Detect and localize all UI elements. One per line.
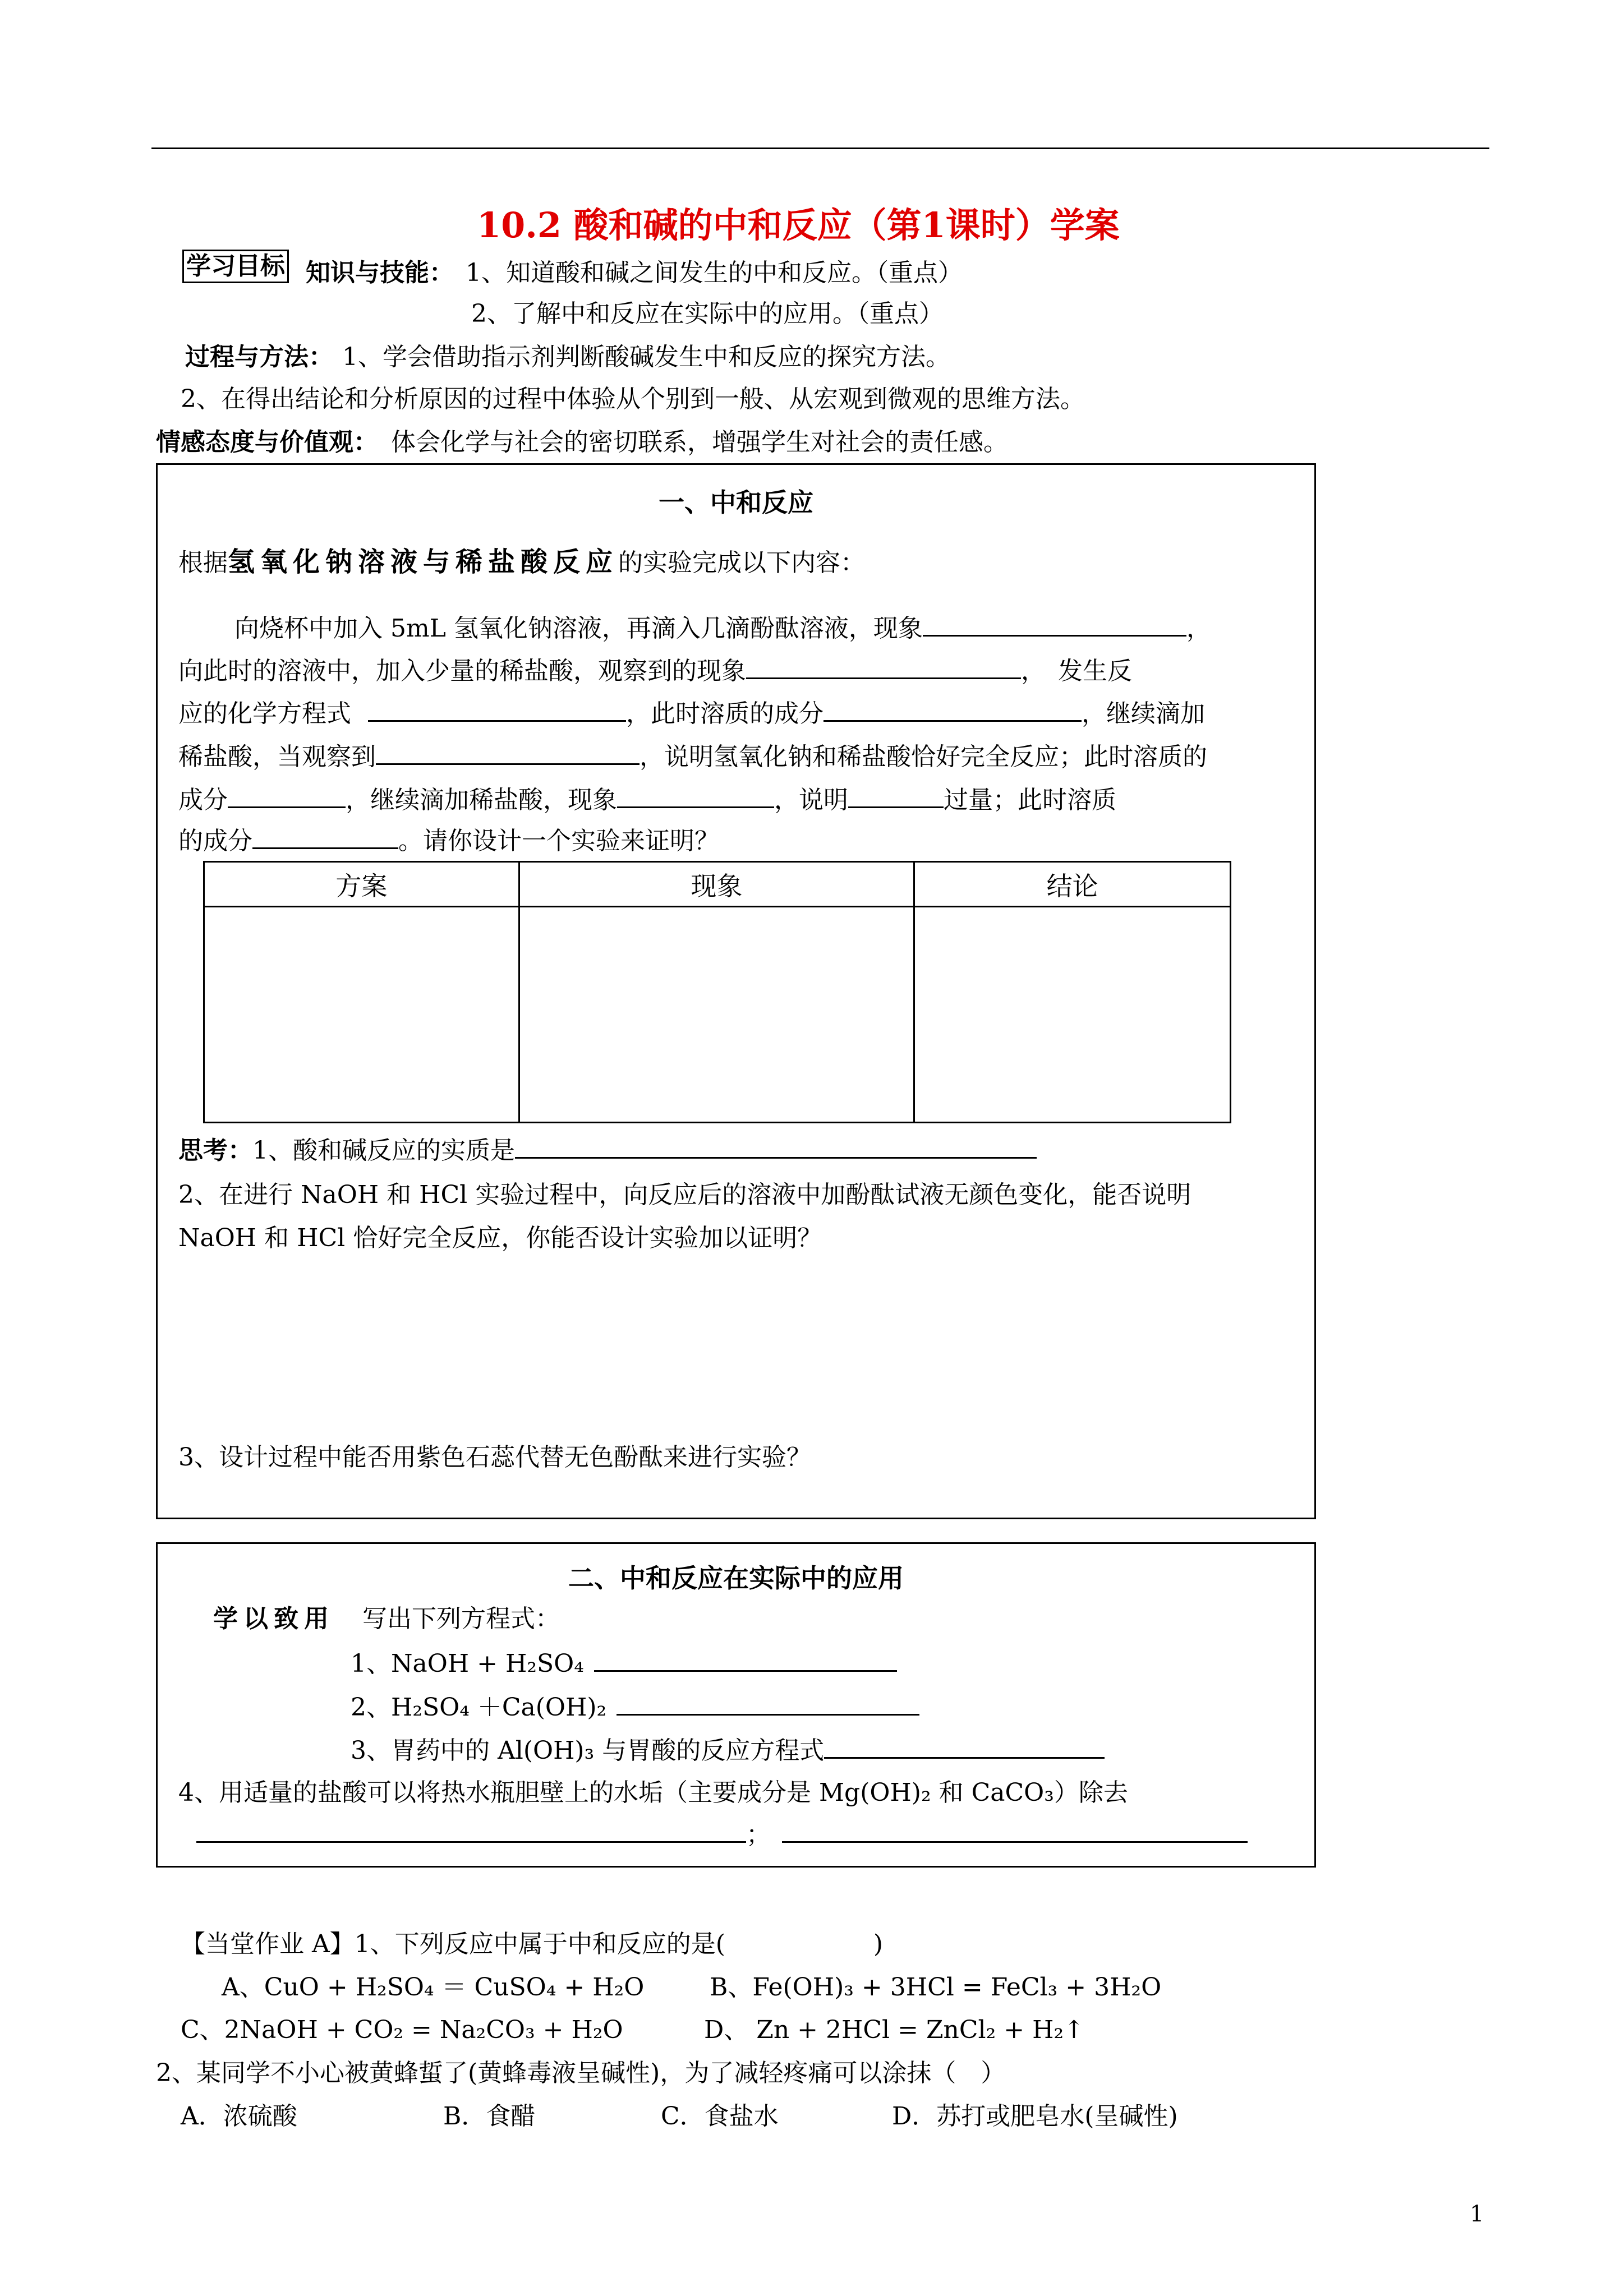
blank-equation[interactable] <box>368 699 626 722</box>
think-text-2b: NaOH 和 HCl 恰好完全反应，你能否设计实验加以证明？ <box>178 1224 822 1252</box>
homework-q1-option-a: A、CuO + H₂SO₄ ＝ CuSO₄ + H₂O <box>222 1973 645 2002</box>
experiment-design-table <box>203 861 1231 1123</box>
table-header-phenomenon: 现象 <box>519 862 914 907</box>
blank-observation[interactable] <box>376 742 640 765</box>
table-header-plan: 方案 <box>204 862 519 907</box>
equation-line-2 <box>351 1687 919 1723</box>
knowledge-item-1: 1、知道酸和碱之间发生的中和反应。（重点） <box>466 259 963 287</box>
experiment-text-4a: 稀盐酸，当观察到 <box>178 743 376 771</box>
process-item-1: 1、学会借助指示剂判断酸碱发生中和反应的探究方法。 <box>342 343 950 371</box>
experiment-line-1: 向烧杯中加入 5mL 氢氧化钠溶液，再滴入几滴酚酞溶液，现象 ， <box>234 614 1211 643</box>
blank-equation-4a[interactable] <box>196 1820 746 1843</box>
page-number: 1 <box>1470 2201 1484 2227</box>
knowledge-label: 知识与技能： <box>306 259 454 287</box>
experiment-text-5d: 过量；此时溶质 <box>944 786 1116 814</box>
experiment-text-3c: ，继续滴加 <box>1082 699 1205 728</box>
blank-phenomenon-1[interactable] <box>923 614 1186 637</box>
experiment-line-6 <box>178 820 719 856</box>
table-header-conclusion: 结论 <box>914 862 1231 907</box>
homework-q1-option-d: D、 Zn + 2HCl = ZnCl₂ + H₂↑ <box>704 2016 1084 2044</box>
equation-4-separator: ； <box>746 1820 771 1849</box>
equation-2: 2、H₂SO₄ ＋Ca(OH)₂ <box>351 1693 607 1722</box>
experiment-line-2 <box>178 651 1132 686</box>
experiment-line-5 <box>178 780 1116 815</box>
process-item-2: 2、在得出结论和分析原因的过程中体验从个别到一般、从宏观到微观的思维方法。 <box>181 385 1085 413</box>
think-label: 思考： <box>178 1136 252 1165</box>
homework-q2: 2、某同学不小心被黄蜂蜇了(黄蜂毒液呈碱性)，为了减轻疼痛可以涂抹（ ） <box>156 2059 1006 2087</box>
table-header-row <box>204 862 1231 907</box>
experiment-text-5a: 成分 <box>178 786 228 814</box>
think-text-3: 3、设计过程中能否用紫色石蕊代替无色酚酞来进行实验？ <box>178 1443 811 1472</box>
experiment-text-2a: 向此时的溶液中，加入少量的稀盐酸，观察到的现象 <box>178 657 746 685</box>
table-cell-phenomenon[interactable] <box>519 907 914 1123</box>
blank-solute-2[interactable] <box>228 785 346 808</box>
experiment-text-4b: ，说明氢氧化钠和稀盐酸恰好完全反应；此时溶质的 <box>640 743 1207 771</box>
equation-3: 3、胃药中的 Al(OH)₃ 与胃酸的反应方程式 <box>351 1736 825 1765</box>
homework-q2-option-b: B．食醋 <box>443 2102 536 2131</box>
blank-phenomenon-3[interactable] <box>617 785 774 808</box>
experiment-line-4 <box>178 736 1207 772</box>
table-cell-plan[interactable] <box>204 907 519 1123</box>
blank-essence[interactable] <box>515 1136 1037 1159</box>
table-row <box>204 907 1231 1123</box>
blank-solute-3[interactable] <box>252 826 398 849</box>
homework-label: 【当堂作业 A】 <box>181 1930 355 1958</box>
process-label: 过程与方法： <box>185 343 333 371</box>
apply-line <box>213 1598 560 1634</box>
blank-equation-2[interactable] <box>617 1693 919 1716</box>
homework-q2-option-c: C．食盐水 <box>661 2102 779 2131</box>
objectives-box-label: 学习目标 <box>182 250 289 283</box>
blank-excess[interactable] <box>848 785 944 808</box>
apply-intro: 写出下列方程式： <box>362 1605 560 1633</box>
experiment-text-5c: ，说明 <box>774 786 848 814</box>
equation-line-4-blanks <box>196 1814 1248 1850</box>
table-cell-conclusion[interactable] <box>914 907 1231 1123</box>
experiment-text-1: 向烧杯中加入 5mL 氢氧化钠溶液，再滴入几滴酚酞溶液，现象 <box>234 614 923 643</box>
experiment-text-3a: 应的化学方程式 <box>178 699 351 728</box>
experiment-text-3b: ，此时溶质的成分 <box>626 699 823 728</box>
intro-reaction: 氢氧化钠溶液与稀盐酸反应 <box>228 546 619 578</box>
experiment-text-6a: 的成分 <box>178 827 252 855</box>
experiment-text-6b: 。请你设计一个实验来证明？ <box>398 827 719 855</box>
header-rule <box>151 147 1489 149</box>
equation-line-1 <box>351 1643 897 1679</box>
blank-equation-4b[interactable] <box>782 1820 1248 1843</box>
blank-equation-3[interactable] <box>824 1736 1105 1759</box>
experiment-intro <box>178 540 865 579</box>
think-text-1: 1、酸和碱反应的实质是 <box>252 1136 515 1165</box>
equation-line-3 <box>351 1730 1105 1766</box>
emotion-label: 情感态度与价值观： <box>156 428 378 457</box>
blank-solute-1[interactable] <box>823 699 1082 722</box>
apply-label: 学以致用 <box>213 1605 334 1633</box>
think-line-1 <box>178 1130 1037 1166</box>
page-title: 10.2 酸和碱的中和反应（第1课时）学案 <box>477 205 1120 246</box>
emotion-text: 体会化学与社会的密切联系，增强学生对社会的责任感。 <box>391 428 1008 457</box>
intro-prefix: 根据 <box>178 548 228 577</box>
homework-q1: 1、下列反应中属于中和反应的是( ) <box>354 1930 884 1958</box>
experiment-line-3 <box>178 693 1205 729</box>
think-text-2a: 2、在进行 NaOH 和 HCl 实验过程中，向反应后的溶液中加酚酞试液无颜色变化，能否说明 <box>178 1181 1191 1209</box>
section-neutralization-heading: 一、中和反应 <box>659 487 813 518</box>
homework-line-1 <box>181 1924 883 1960</box>
experiment-text-2b: ， 发生反 <box>1021 657 1132 685</box>
homework-q1-option-c: C、2NaOH + CO₂ = Na₂CO₃ + H₂O <box>181 2016 623 2044</box>
homework-q1-option-b: B、Fe(OH)₃ + 3HCl = FeCl₃ + 3H₂O <box>710 1973 1162 2002</box>
blank-equation-1[interactable] <box>594 1649 897 1672</box>
equation-line-4: 4、用适量的盐酸可以将热水瓶胆壁上的水垢（主要成分是 Mg(OH)₂ 和 CaCO₃）除去 <box>178 1778 1128 1807</box>
homework-q2-option-d: D．苏打或肥皂水(呈碱性) <box>892 2102 1178 2131</box>
blank-phenomenon-2[interactable] <box>746 656 1021 679</box>
knowledge-item-2: 2、了解中和反应在实际中的应用。（重点） <box>471 299 944 328</box>
equation-1: 1、NaOH + H₂SO₄ <box>351 1649 584 1678</box>
section-application-heading: 二、中和反应在实际中的应用 <box>568 1563 904 1593</box>
intro-suffix: 的实验完成以下内容： <box>618 548 866 577</box>
homework-q2-option-a: A．浓硫酸 <box>181 2102 297 2131</box>
experiment-text-5b: ，继续滴加稀盐酸，现象 <box>346 786 617 814</box>
